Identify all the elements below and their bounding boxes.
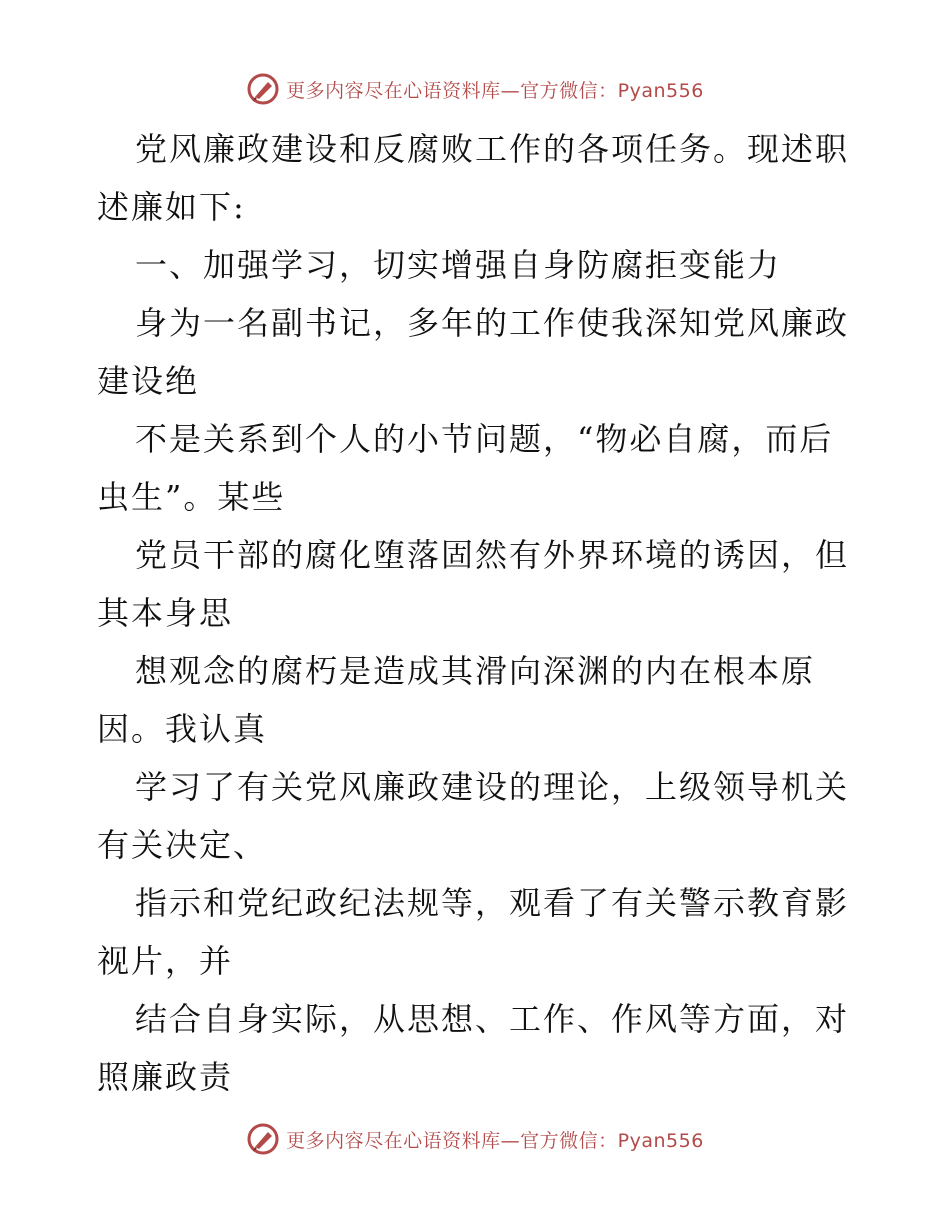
text-line: 结合自身实际，从思想、工作、作风等方面，对 xyxy=(135,1000,850,1038)
text-line: 党员干部的腐化堕落固然有外界环境的诱因，但 xyxy=(135,536,850,574)
text-line: 照廉政责 xyxy=(97,1058,234,1096)
text-line: 党风廉政建设和反腐败工作的各项任务。现述职 xyxy=(135,130,850,168)
header-banner xyxy=(0,72,950,106)
text-line: 建设绝 xyxy=(97,362,200,400)
text-line: 想观念的腐朽是造成其滑向深渊的内在根本原 xyxy=(135,652,816,690)
document-body xyxy=(97,120,857,1106)
text-line: 视片，并 xyxy=(97,942,234,980)
header-banner-text: 更多内容尽在心语资料库—官方微信：Pyan556 xyxy=(286,79,704,102)
text-line: 不是关系到个人的小节问题，“物必自腐，而后 xyxy=(135,420,834,458)
text-line: 其本身思 xyxy=(97,594,234,632)
pen-nib-icon xyxy=(246,72,280,106)
pen-nib-icon xyxy=(246,1122,280,1156)
text-line: 指示和党纪政纪法规等，观看了有关警示教育影 xyxy=(135,884,850,922)
text-line: 有关决定、 xyxy=(97,826,268,864)
footer-banner xyxy=(0,1122,950,1156)
footer-banner-text: 更多内容尽在心语资料库—官方微信：Pyan556 xyxy=(286,1129,704,1152)
section-heading: 一、加强学习，切实增强自身防腐拒变能力 xyxy=(135,246,782,284)
text-line: 身为一名副书记，多年的工作使我深知党风廉政 xyxy=(135,304,850,342)
text-line: 虫生”。某些 xyxy=(97,478,286,516)
text-line: 学习了有关党风廉政建设的理论，上级领导机关 xyxy=(135,768,850,806)
text-line: 述廉如下: xyxy=(97,188,246,226)
text-line: 因。我认真 xyxy=(97,710,268,748)
